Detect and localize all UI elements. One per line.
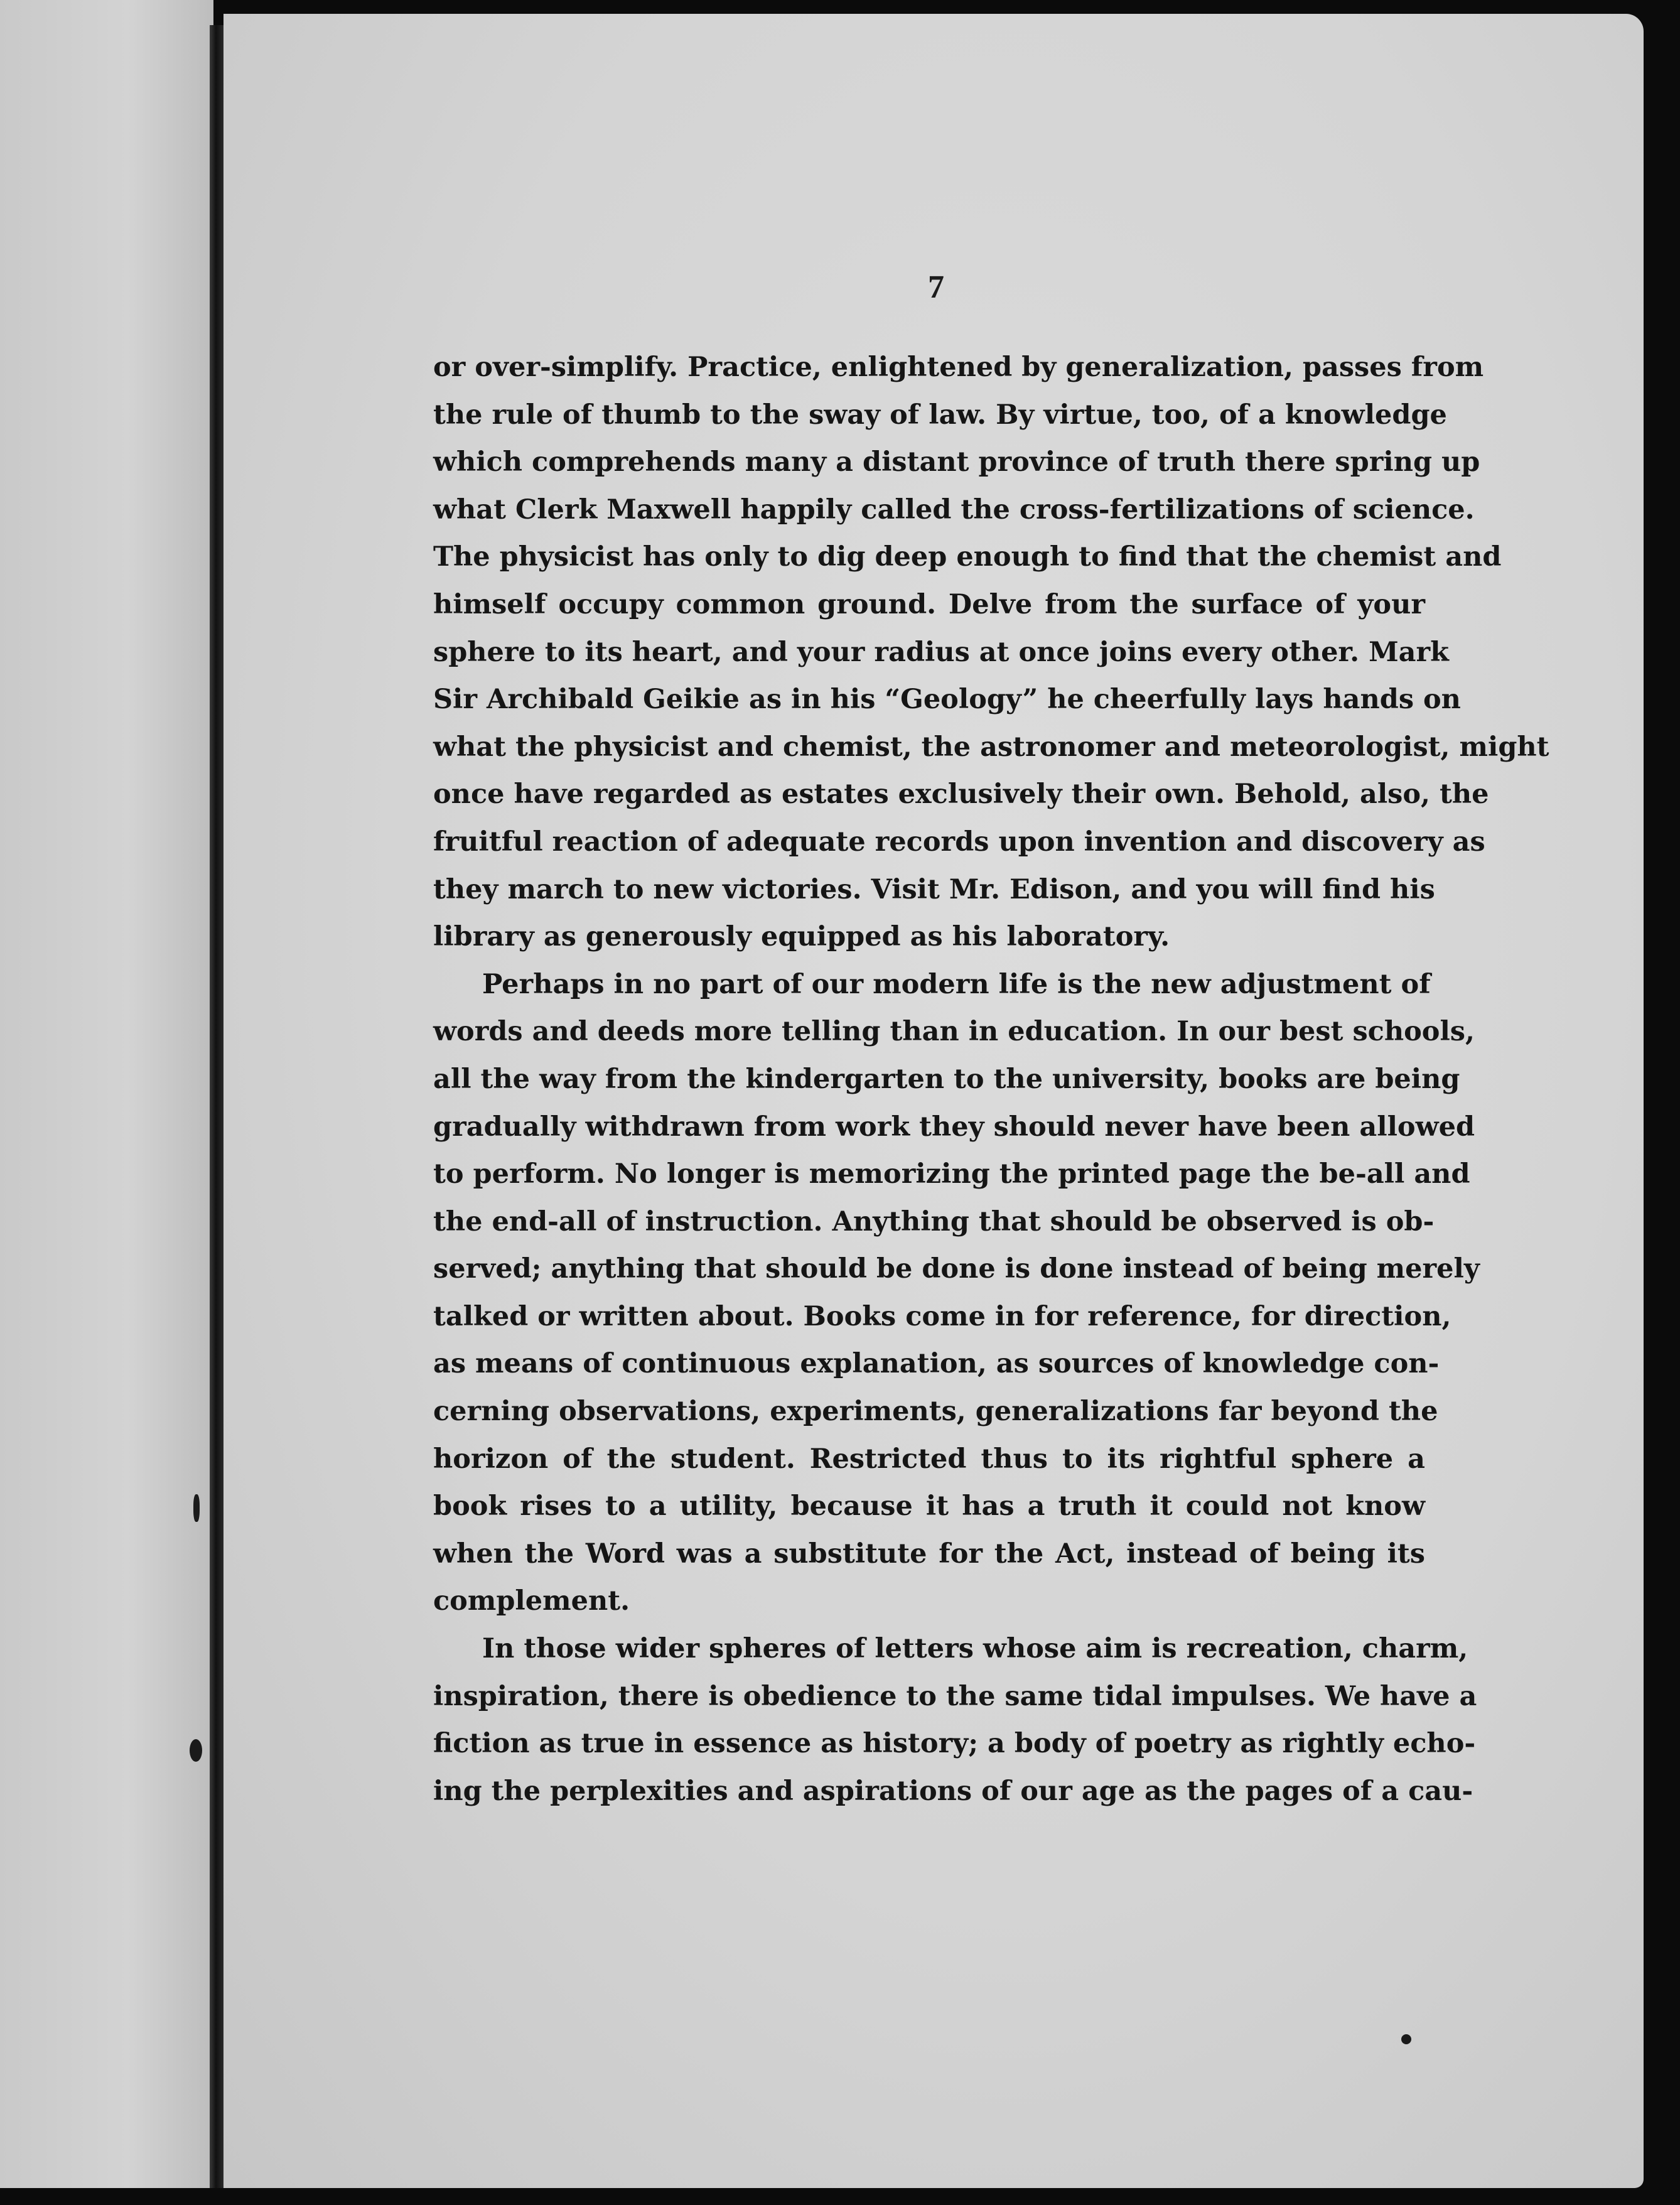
text-line: In those wider spheres of letters whose aim is recreation, charm, <box>482 1633 1468 1665</box>
text-line: gradually withdrawn from work they should never have been allowed <box>433 1111 1475 1143</box>
text-line: Perhaps in no part of our modern life is the new adjustment of <box>482 968 1431 1000</box>
page-number: 7 <box>928 269 944 305</box>
text-line: what the physicist and chemist, the astronomer and meteorologist, might <box>433 731 1549 763</box>
text-line: horizon of the student. Restricted thus to its rightful sphere a <box>433 1443 1425 1475</box>
text-line: as means of continuous explanation, as sources of knowledge con- <box>433 1348 1440 1380</box>
text-line: once have regarded as estates exclusively their own. Behold, also, the <box>433 779 1489 811</box>
scan-speck <box>190 1739 202 1762</box>
text-line: library as generously equipped as his laboratory. <box>433 921 1170 953</box>
text-line: when the Word was a substitute for the Act, instead of being its <box>433 1538 1425 1570</box>
paragraph-1 <box>433 344 1549 961</box>
text-line: the rule of thumb to the sway of law. By virtue, too, of a knowledge <box>433 399 1447 431</box>
text-line: fruitful reaction of adequate records upon invention and discovery as <box>433 826 1485 858</box>
text-line: sphere to its heart, and your radius at once joins every other. Mark <box>433 636 1449 668</box>
text-line: all the way from the kindergarten to the university, books are being <box>433 1063 1460 1095</box>
paragraph-3 <box>433 1625 1477 1815</box>
text-line: complement. <box>433 1585 630 1617</box>
text-line: fiction as true in essence as history; a body of poetry as rightly echo- <box>433 1728 1476 1760</box>
text-line: book rises to a utility, because it has a truth it could not know <box>433 1491 1425 1523</box>
book-spine <box>210 25 223 2188</box>
text-line: inspiration, there is obedience to the same tidal impulses. We have a <box>433 1680 1477 1712</box>
text-line: ing the perplexities and aspirations of our age as the pages of a cau- <box>433 1775 1473 1807</box>
text-line: words and deeds more telling than in education. In our best schools, <box>433 1016 1475 1048</box>
facing-page-edge <box>0 0 213 2188</box>
text-line: cerning observations, experiments, generalizations far beyond the <box>433 1396 1438 1428</box>
text-line: The physicist has only to dig deep enough to find that the chemist and <box>433 541 1502 573</box>
text-line: talked or written about. Books come in for reference, for direction, <box>433 1300 1451 1332</box>
scan-speck <box>1401 2034 1411 2044</box>
text-line: or over-simplify. Practice, enlightened by generalization, passes from <box>433 352 1484 383</box>
text-line: himself occupy common ground. Delve from the surface of your <box>433 588 1425 620</box>
paragraph-2 <box>433 961 1480 1625</box>
text-line: Sir Archibald Geikie as in his “Geology” he cheerfully lays hands on <box>433 684 1461 716</box>
text-line: to perform. No longer is memorizing the printed page the be-all and <box>433 1158 1470 1190</box>
body-text <box>433 344 1549 1815</box>
text-line: they march to new victories. Visit Mr. Edison, and you will find his <box>433 873 1435 905</box>
text-line: what Clerk Maxwell happily called the cross-fertilizations of science. <box>433 493 1475 526</box>
text-line: which comprehends many a distant province of truth there spring up <box>433 446 1480 478</box>
text-line: the end-all of instruction. Anything that should be observed is ob- <box>433 1205 1435 1237</box>
scan-speck <box>193 1494 200 1522</box>
text-line: served; anything that should be done is done instead of being merely <box>433 1253 1480 1285</box>
